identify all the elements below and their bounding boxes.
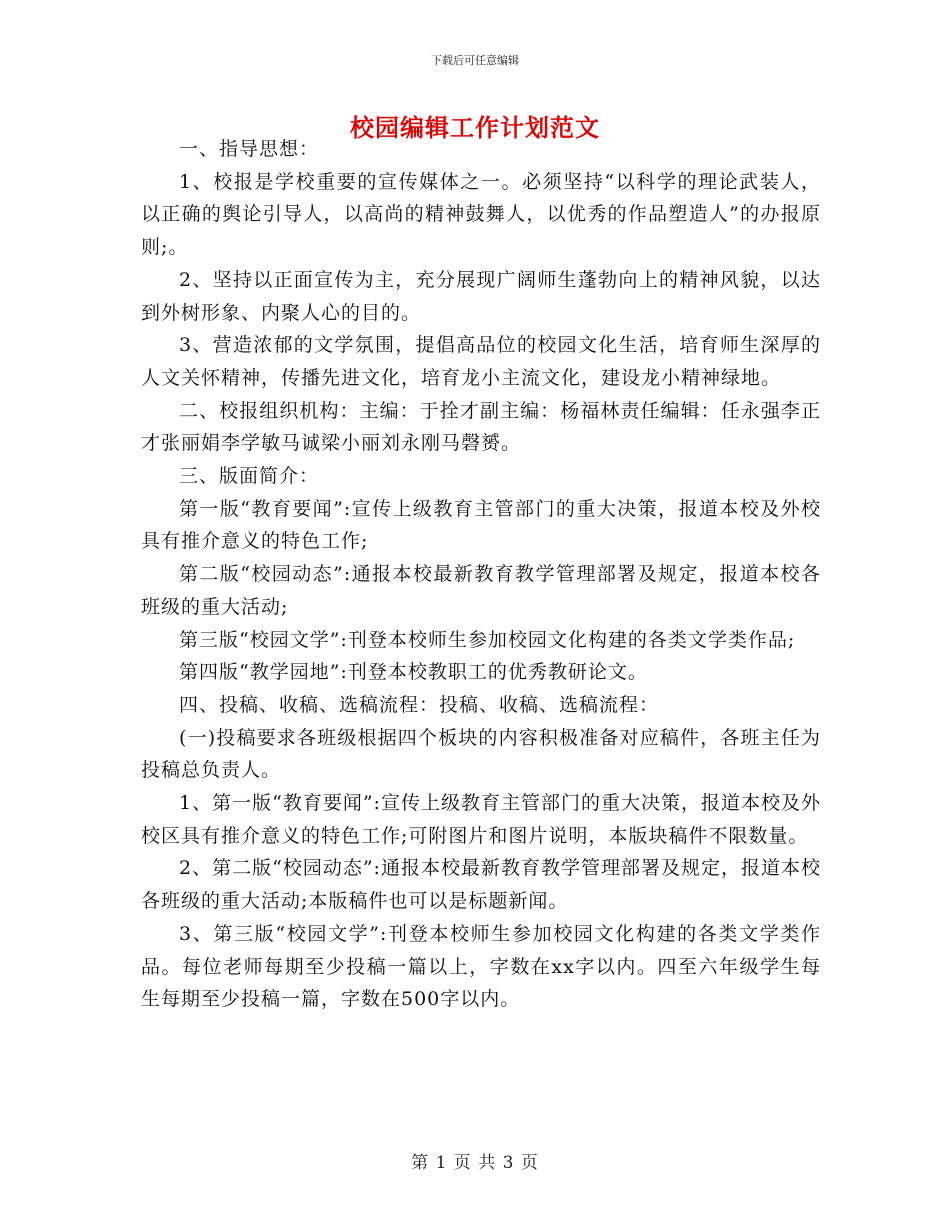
- paragraph: 二、校报组织机构：主编：于拴才副主编：杨福林责任编辑：任永强李正才张丽娟李学敏马诚梁小丽刘永刚马磬赟。: [141, 399, 821, 455]
- paragraph: 三、版面简介：: [179, 465, 320, 488]
- paragraph: 第二版“校园动态”:通报本校最新教育教学管理部署及规定，报道本校各班级的重大活动;: [141, 563, 821, 618]
- paragraph: 一、指导思想：: [179, 138, 320, 160]
- document-body: [141, 133, 821, 1016]
- paragraph: 3、营造浓郁的文学氛围，提倡高品位的校园文化生活，培育师生深厚的人文关怀精神，传播先进文化，培育龙小主流文化，建设龙小精神绿地。: [141, 334, 821, 389]
- paragraph: 3、第三版“校园文学”:刊登本校师生参加校园文化构建的各类文学类作品。每位老师每期至少投稿一篇以上，字数在xx字以内。四至六年级学生每生每期至少投稿一篇，字数在500字以内。: [141, 922, 821, 1011]
- header-note: 下载后可任意编辑: [431, 54, 519, 67]
- paragraph: 2、坚持以正面宣传为主，充分展现广阔师生蓬勃向上的精神风貌，以达到外树形象、内聚人心的目的。: [141, 268, 821, 324]
- document-title: 校园编辑工作计划范文: [350, 113, 600, 142]
- paragraph: 1、第一版“教育要闻”:宣传上级教育主管部门的重大决策，报道本校及外校区具有推介意义的特色工作;可附图片和图片说明，本版块稿件不限数量。: [141, 792, 821, 847]
- paragraph: 第三版“校园文学”:刊登本校师生参加校园文化构建的各类文学类作品;: [179, 628, 796, 651]
- paragraph: 四、投稿、收稿、选稿流程：投稿、收稿、选稿流程：: [179, 693, 660, 716]
- page-footer: 第 1 页 共 3 页: [411, 1153, 539, 1173]
- paragraph: 2、第二版“校园动态”:通报本校最新教育教学管理部署及规定，报道本校各班级的重大活动;本版稿件也可以是标题新闻。: [141, 857, 821, 913]
- paragraph: (一)投稿要求各班级根据四个板块的内容积极准备对应稿件，各班主任为投稿总负责人。: [141, 726, 821, 782]
- paragraph: 第四版“教学园地”:刊登本校教职工的优秀教研论文。: [179, 661, 648, 684]
- paragraph: 第一版“教育要闻”:宣传上级教育主管部门的重大决策，报道本校及外校具有推介意义的特色工作;: [141, 497, 821, 553]
- paragraph: 1、校报是学校重要的宣传媒体之一。必须坚持“以科学的理论武装人，以正确的舆论引导人，以高尚的精神鼓舞人，以优秀的作品塑造人”的办报原则;。: [141, 170, 821, 259]
